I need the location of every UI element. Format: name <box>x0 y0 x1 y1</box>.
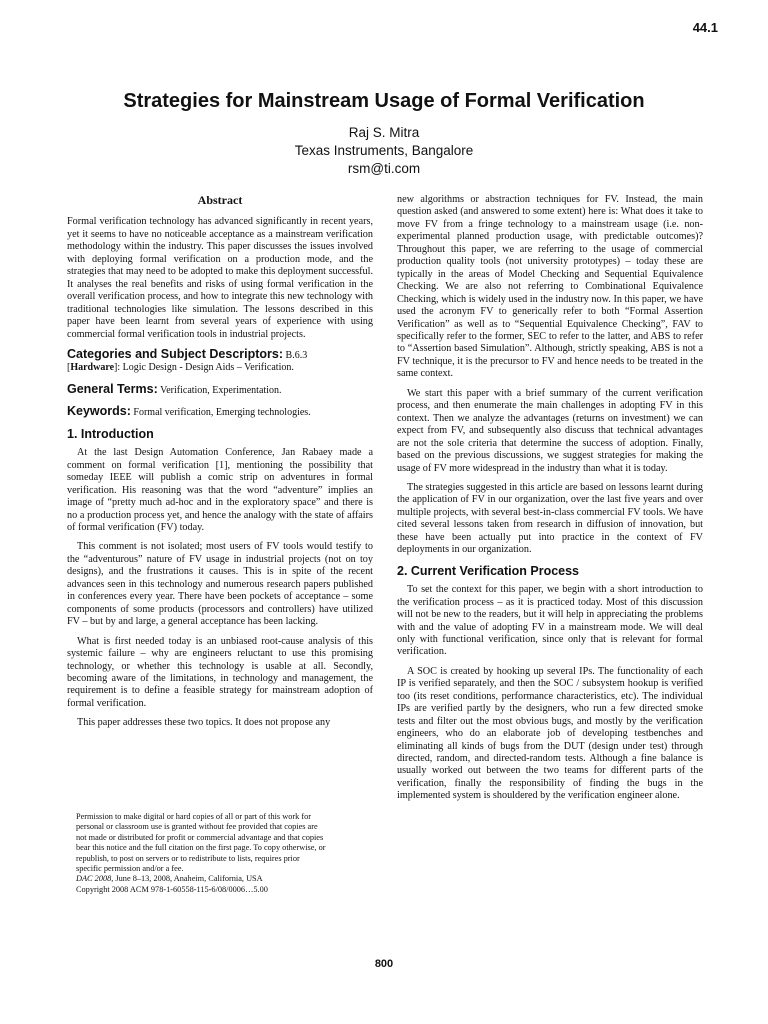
general-terms-heading: General Terms: <box>67 381 158 396</box>
intro-heading: 1. Introduction <box>67 426 154 441</box>
categories: Categories and Subject Descriptors: B.6.3 [Hardware]: Logic Design - Design Aids – Verification. <box>67 346 308 374</box>
author-affiliation: Texas Instruments, Bangalore <box>294 143 474 158</box>
categories-heading: Categories and Subject Descriptors: <box>67 346 284 361</box>
author-block <box>0 124 768 178</box>
conference-details: , June 8–13, 2008, Anaheim, California, USA <box>111 874 263 884</box>
author-name: Raj S. Mitra <box>348 125 420 140</box>
process-heading: 2. Current Verification Process <box>397 563 580 578</box>
process-paragraph: A SOC is created by hooking up several IPs. The functionality of each IP is verified separately, and then the SOC / subsystem hookup is verified too (its reset conditions, performance characteristics, etc). The individual IPs are verified partly by the designers, who run a few directed smoke tests and filter out the most obvious bugs, and mostly by the verification engineers, who do an elaborate job of developing testbenches and eliminating all kinds of bugs from the DUT (design under test) through directed, random, and directed-random tests. Although a fine balance is usually worked out between the two teams for different parts of the verification, finally the responsibility of finding the bugs in the implemented system is shouldered by the verification engineer alone. <box>397 665 703 802</box>
conference-line <box>76 874 373 884</box>
abstract-text: Formal verification technology has advanced significantly in recent years, yet it seems to have no noticeable acceptance as a mainstream verification methodology within the industry. This paper discusses the issues involved with deploying formal verification on a production mode, and the strategies that may need to be adopted to make this deployment successful. It analyses the real benefits and risks of using formal verification in the overall verification process, and how to integrate this new technology with traditional technologies like simulation. The lessons described in this paper have been learnt from several years of experience with using commercial formal verification tools in industrial projects. <box>67 216 373 340</box>
permission-line: bear this notice and the full citation on the first page. To copy otherwise, or <box>76 843 326 853</box>
categories-hardware-tag: Hardware <box>70 362 115 374</box>
categories-code: B.6.3 <box>285 349 308 361</box>
page-label: 44.1 <box>692 20 718 35</box>
general-terms-text: Verification, Experimentation. <box>160 384 282 396</box>
intro-paragraph: This paper addresses these two topics. It does not propose any <box>77 717 331 729</box>
permission-line: Permission to make digital or hard copies of all or part of this work for <box>76 812 312 821</box>
keywords-text: Formal verification, Emerging technologies. <box>133 407 311 419</box>
body-paragraph: We start this paper with a brief summary of the current verification process, and then enumerate the main challenges in adopting FV in this context. Then we analyze the advantages (returns on investment) we can expect from FV, and subsequently also discuss that technical advantages are not the sole criteria that determine the success of adoption. Finally, based on the previous discussions, we suggest strategies for making the usage of FV more widespread in the industry than what it is today. <box>397 387 703 474</box>
paper-title: Strategies for Mainstream Usage of Formal Verification <box>123 90 645 112</box>
right-column <box>397 194 703 810</box>
permission-line: republish, to post on servers or to redistribute to lists, requires prior <box>76 853 300 863</box>
page-number: 800 <box>374 958 394 970</box>
author-email: rsm@ti.com <box>347 161 421 176</box>
permission-line: not made or distributed for profit or commercial advantage and that copies <box>76 832 324 842</box>
left-column <box>67 194 373 737</box>
intro-paragraph: This comment is not isolated; most users of FV tools would testify to the “adventurous” nature of FV usage in industrial projects (not on toy designs), and the frustrations it causes. This is in spite of the recent advances seen in this technology and numerous research papers published in conferences every year. There have been pockets of acceptance – some components of some products (processors and controllers) have utilized FV – but by and large, a general acceptance has been lacking. <box>67 541 373 628</box>
process-paragraph: To set the context for this paper, we begin with a short introduction to the verification process – as it is practiced today. Most of this discussion will not be new to the readers, but it will help in appreciating the problems with and the value of adopting FV in a mainstream mode. We will deal only with functional verification, since only that is relevant for formal verification. <box>397 584 703 658</box>
copyright-line: Copyright 2008 ACM 978-1-60558-115-6/08/0006…5.00 <box>76 884 268 894</box>
body-paragraph: The strategies suggested in this article are based on lessons learnt during the application of FV in our organization, over the last five years and over multiple projects, with several best-in-class commercial FV tools. We have cited several lessons taken from research in diffusion of innovation, but these have been actually put into practice in the context of FV deployments in our organization. <box>397 481 703 556</box>
permission-line: specific permission and/or a fee. <box>76 864 184 874</box>
categories-hardware-text: : Logic Design - Design Aids – Verification. <box>117 362 294 374</box>
keywords-heading: Keywords: <box>67 404 131 419</box>
body-paragraph: new algorithms or abstraction techniques for FV. Instead, the main question asked (and answered to some extent) here is: What does it take to move FV from a fringe technology to a mainstream usage (i.e. non-experimental planned production usage, with predictable outcomes)? Throughout this paper, we are referring to the usage of commercial production quality tools (not university prototypes) – today these are typically in the areas of Model Checking and Sequential Equivalence Checking. We are also not referring to Combinational Equivalence Checking, which is widely used in the industry now. In this paper, we have used the acronym FV to generically refer to both “Formal Assertion Verification” as well as to “Sequential Equivalence Checking”, FAV to specifically refer to the former, SEC to refer to the latter, and ABS to refer to “Assertion based Simulation”. Although, strictly speaking, ABS is not a FV technique, it is the precursor to FV and hence needs to be treated in the same context. <box>397 194 703 380</box>
permission-line: personal or classroom use is granted without fee provided that copies are <box>76 822 318 832</box>
general-terms <box>67 383 373 397</box>
keywords <box>67 405 373 419</box>
abstract-heading: Abstract <box>197 193 243 207</box>
conference-name: DAC 2008 <box>76 874 112 884</box>
intro-paragraph: What is first needed today is an unbiased root-cause analysis of this systemic failure – why are engineers reluctant to use this promising technology, or whether this technology is usable at all. Secondly, becoming aware of the limitations, in technology and management, the requirement is to define a feasible strategy for mainstream adoption of formal verification. <box>67 635 373 709</box>
permission-notice <box>67 812 373 895</box>
intro-paragraph: At the last Design Automation Conference, Jan Rabaey made a comment on formal verification [1], mentioning the possibility that someday IEEE will publish a comic strip on adventures in formal verification. His reasoning was that the word “adventure” implies an image of “pretty much ad-hoc and in the exploratory space” and there is no a production process yet, and hence the analogy with the state of affairs of formal verification (FV) today. <box>67 447 373 533</box>
